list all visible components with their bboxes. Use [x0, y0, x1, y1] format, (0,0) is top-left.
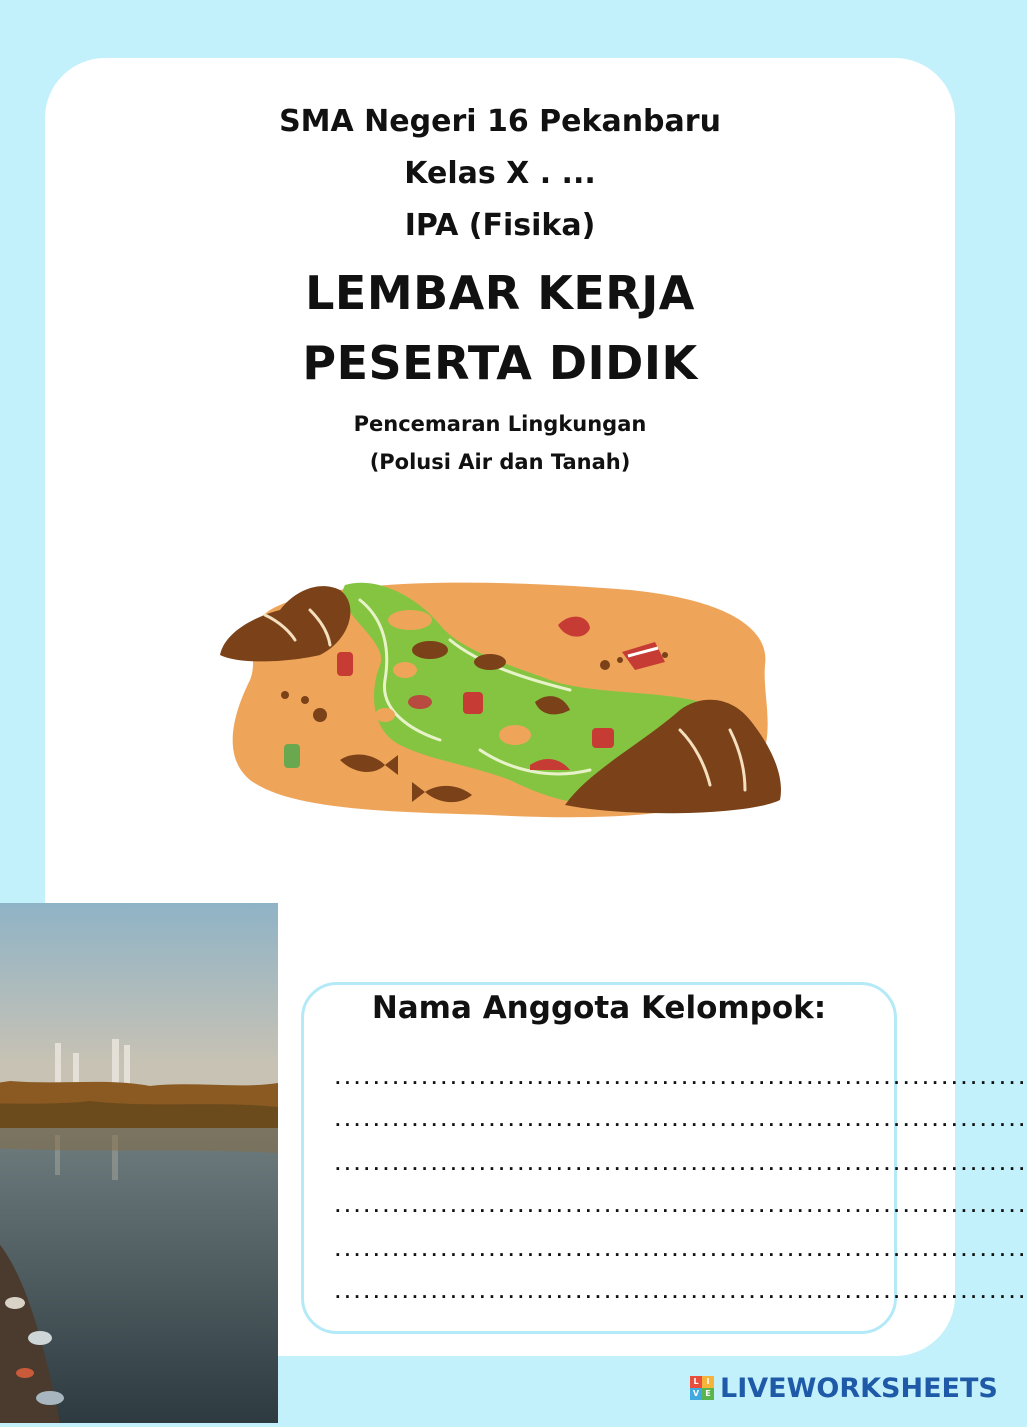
polluted-river-illustration	[210, 570, 790, 830]
topic-label: Pencemaran Lingkungan	[353, 412, 647, 436]
subject-label: IPA (Fisika)	[404, 208, 596, 243]
page-title-line2: PESERTA DIDIK	[302, 336, 698, 390]
liveworksheets-brand-text: LIVEWORKSHEETS	[720, 1372, 998, 1404]
liveworksheets-logo[interactable]	[690, 1373, 998, 1403]
school-name: SMA Negeri 16 Pekanbaru	[279, 104, 721, 139]
group-members-title: Nama Anggota Kelompok:	[371, 990, 827, 1026]
member-name-line-4[interactable]: ........................................................................	[333, 1197, 1027, 1216]
polluted-lake-photo	[0, 903, 278, 1423]
member-name-line-3[interactable]: ........................................................................	[333, 1155, 1027, 1174]
polluted-lake-photo-graphic	[0, 903, 278, 1423]
liveworksheets-icon: L I V E	[690, 1376, 714, 1400]
page-title-line1: LEMBAR KERJA	[305, 266, 695, 320]
class-label: Kelas X . ...	[404, 156, 596, 191]
topic-sub-label: (Polusi Air dan Tanah)	[369, 450, 631, 474]
member-name-line-1[interactable]: ........................................................................	[333, 1069, 1027, 1088]
member-name-line-6[interactable]: ........................................................................	[333, 1283, 1027, 1302]
member-name-line-5[interactable]: ........................................................................	[333, 1241, 1027, 1260]
member-name-line-2[interactable]: ........................................................................	[333, 1111, 1027, 1130]
